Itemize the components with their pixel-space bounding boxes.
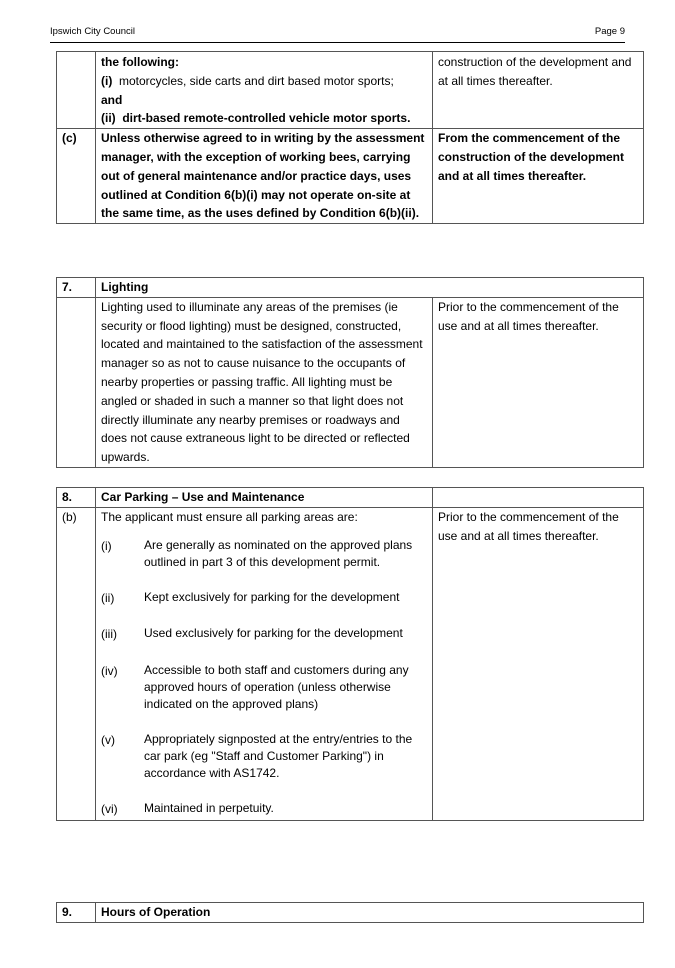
table-row — [57, 297, 644, 467]
condition-line: (i) motorcycles, side carts and dirt based motor sports; — [101, 73, 394, 88]
list-item: (v) Appropriately signposted at the entry/entries to the car park (eg "Staff and Customer Parking") in accordance with AS1742. — [101, 732, 413, 781]
condition-line: (ii) dirt-based remote-controlled vehicle motor sports. — [101, 111, 411, 126]
condition-8-table — [56, 487, 644, 821]
empty-cell — [433, 488, 644, 508]
list-item: (iii) Used exclusively for parking for the development — [101, 626, 403, 642]
condition-text-cell: Unless otherwise agreed to in writing by the assessment manager, with the exception of working bees, carrying out of general maintenance and/or practice days, uses outlined at Condition 6(b)(i) may not operate on-site at the same time, as the uses defined by Condition 6(b)(ii). — [96, 129, 433, 224]
row-label-cell — [57, 297, 96, 467]
timing-cell: Prior to the commencement of the use and at all times thereafter. — [433, 297, 644, 467]
condition-7-table — [56, 277, 644, 468]
condition-title: Lighting — [96, 278, 644, 298]
condition-number: 9. — [57, 903, 96, 923]
condition-line: the following: — [101, 55, 179, 69]
condition-title: Hours of Operation — [96, 903, 644, 923]
condition-title: Car Parking – Use and Maintenance — [96, 488, 433, 508]
timing-cell: From the commencement of the construction of the development and at all times thereafter. — [433, 129, 644, 224]
table-row — [57, 129, 644, 224]
list-item: (vi) Maintained in perpetuity. — [101, 801, 274, 817]
condition-line: and — [101, 92, 123, 107]
condition-number: 8. — [57, 488, 96, 508]
list-item: (i) Are generally as nominated on the approved plans outlined in part 3 of this development permit. — [101, 537, 413, 569]
condition-intro: The applicant must ensure all parking areas are: — [101, 509, 358, 524]
row-label-cell: (b) — [57, 507, 96, 820]
table-row — [57, 507, 644, 820]
list-item: (ii) Kept exclusively for parking for the development — [101, 589, 400, 605]
condition-text-cell — [96, 52, 433, 129]
page-number: Page 9 — [594, 26, 625, 37]
condition-number: 7. — [57, 278, 96, 298]
table-header-row — [57, 488, 644, 508]
timing-cell: Prior to the commencement of the use and at all times thereafter. — [433, 507, 644, 820]
condition-text-cell — [96, 507, 433, 820]
condition-text-cell: Lighting used to illuminate any areas of the premises (ie security or flood lighting) must be designed, constructed, located and maintained to the satisfaction of the assessment manager so as not to cause nuisance to the occupants of nearby properties or passing traffic. All lighting must be angled or shaded in such a manner so that light does not directly illuminate any nearby premises or roadways and does not cause extraneous light to be directed or reflected upwards. — [96, 297, 433, 467]
page-header — [50, 26, 625, 43]
condition-6-table — [56, 51, 644, 224]
timing-cell: construction of the development and at all times thereafter. — [433, 52, 644, 129]
table-row — [57, 52, 644, 129]
row-label-cell: (c) — [57, 129, 96, 224]
table-header-row — [57, 903, 644, 923]
row-label-cell — [57, 52, 96, 129]
condition-9-table — [56, 902, 644, 923]
table-header-row — [57, 278, 644, 298]
list-item: (iv) Accessible to both staff and customers during any approved hours of operation (unless otherwise indicated on the approved plans) — [101, 663, 409, 712]
council-name: Ipswich City Council — [50, 26, 135, 37]
